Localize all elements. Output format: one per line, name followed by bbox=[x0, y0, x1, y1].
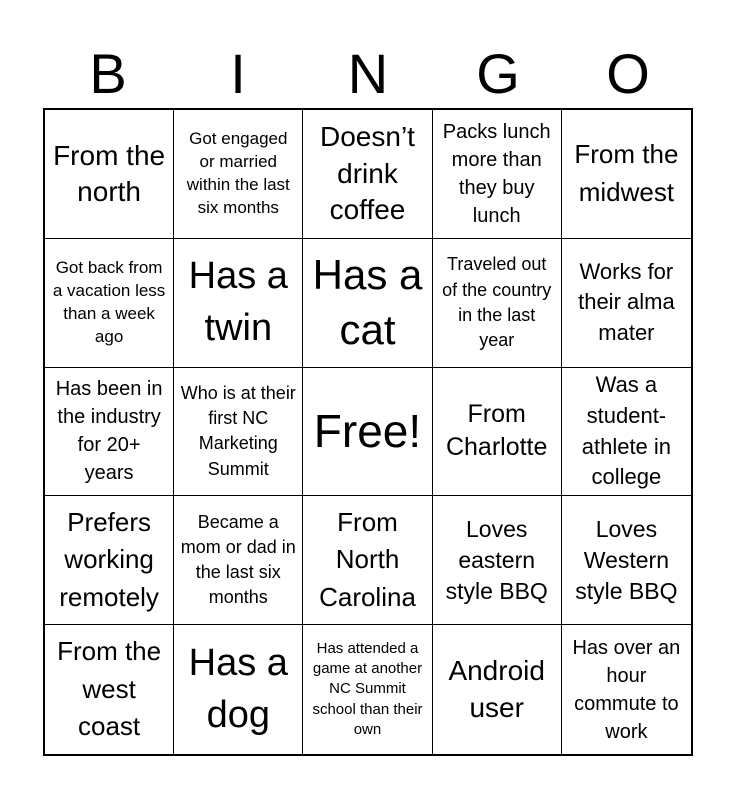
bingo-cell-r5c4[interactable] bbox=[433, 625, 562, 754]
cell-text: Who is at their first NC Marketing Summit bbox=[180, 383, 296, 479]
cell-text: Free! bbox=[313, 404, 422, 457]
bingo-cell-r3c4[interactable] bbox=[433, 368, 562, 497]
cell-text: Works for their alma mater bbox=[578, 258, 675, 346]
bingo-cell-r2c1[interactable] bbox=[45, 239, 174, 368]
cell-text: From the midwest bbox=[574, 139, 679, 207]
bingo-cell-r2c4[interactable] bbox=[433, 239, 562, 368]
bingo-cell-r5c3[interactable] bbox=[303, 625, 432, 754]
cell-text: Has a cat bbox=[312, 251, 423, 353]
bingo-cell-r2c2[interactable] bbox=[174, 239, 303, 368]
cell-text: Android user bbox=[448, 655, 545, 723]
bingo-cell-r5c2[interactable] bbox=[174, 625, 303, 754]
cell-text: Was a student-athlete in college bbox=[581, 371, 672, 490]
bingo-cell-r1c2[interactable] bbox=[174, 110, 303, 239]
bingo-cell-r2c5[interactable] bbox=[562, 239, 691, 368]
bingo-cell-r3c2[interactable] bbox=[174, 368, 303, 497]
cell-text: Loves Western style BBQ bbox=[575, 515, 678, 604]
cell-text: Got engaged or married within the last six months bbox=[186, 129, 290, 217]
header-letter-n: N bbox=[347, 42, 389, 105]
bingo-cell-r5c1[interactable] bbox=[45, 625, 174, 754]
cell-text: Got back from a vacation less than a week ago bbox=[52, 257, 166, 346]
header-letter-b: B bbox=[89, 42, 127, 105]
cell-text: Doesn’t drink coffee bbox=[320, 121, 415, 226]
cell-text: Loves eastern style BBQ bbox=[445, 515, 548, 604]
bingo-cell-r4c3[interactable] bbox=[303, 496, 432, 625]
bingo-header bbox=[43, 40, 693, 108]
header-letter-o: O bbox=[606, 42, 650, 105]
bingo-cell-r1c4[interactable] bbox=[433, 110, 562, 239]
bingo-cell-r1c1[interactable] bbox=[45, 110, 174, 239]
cell-text: Has over an hour commute to work bbox=[572, 636, 681, 743]
bingo-cell-r4c1[interactable] bbox=[45, 496, 174, 625]
cell-text: Became a mom or dad in the last six months bbox=[180, 511, 296, 608]
bingo-cell-r4c4[interactable] bbox=[433, 496, 562, 625]
cell-text: From the west coast bbox=[57, 636, 162, 742]
cell-text: From Charlotte bbox=[445, 399, 548, 462]
cell-text: Has been in the industry for 20+ years bbox=[55, 378, 163, 485]
cell-text: Has a dog bbox=[188, 642, 288, 736]
bingo-cell-r1c3[interactable] bbox=[303, 110, 432, 239]
cell-text: Has a twin bbox=[188, 255, 288, 349]
header-letter-g: G bbox=[476, 42, 520, 105]
cell-text: Prefers working remotely bbox=[59, 506, 159, 613]
bingo-cell-r4c5[interactable] bbox=[562, 496, 691, 625]
bingo-cell-r5c5[interactable] bbox=[562, 625, 691, 754]
cell-text: Traveled out of the country in the last year bbox=[442, 254, 552, 350]
bingo-board bbox=[43, 108, 693, 756]
bingo-cell-r3c1[interactable] bbox=[45, 368, 174, 497]
bingo-cell-r3c5[interactable] bbox=[562, 368, 691, 497]
free-space-cell[interactable] bbox=[303, 368, 432, 497]
bingo-cell-r1c5[interactable] bbox=[562, 110, 691, 239]
cell-text: Has attended a game at another NC Summit school than their own bbox=[312, 639, 423, 738]
bingo-cell-r2c3[interactable] bbox=[303, 239, 432, 368]
header-letter-i: I bbox=[230, 42, 246, 105]
cell-text: Packs lunch more than they buy lunch bbox=[442, 120, 551, 227]
cell-text: From the north bbox=[53, 139, 166, 207]
cell-text: From North Carolina bbox=[319, 506, 416, 613]
bingo-cell-r4c2[interactable] bbox=[174, 496, 303, 625]
